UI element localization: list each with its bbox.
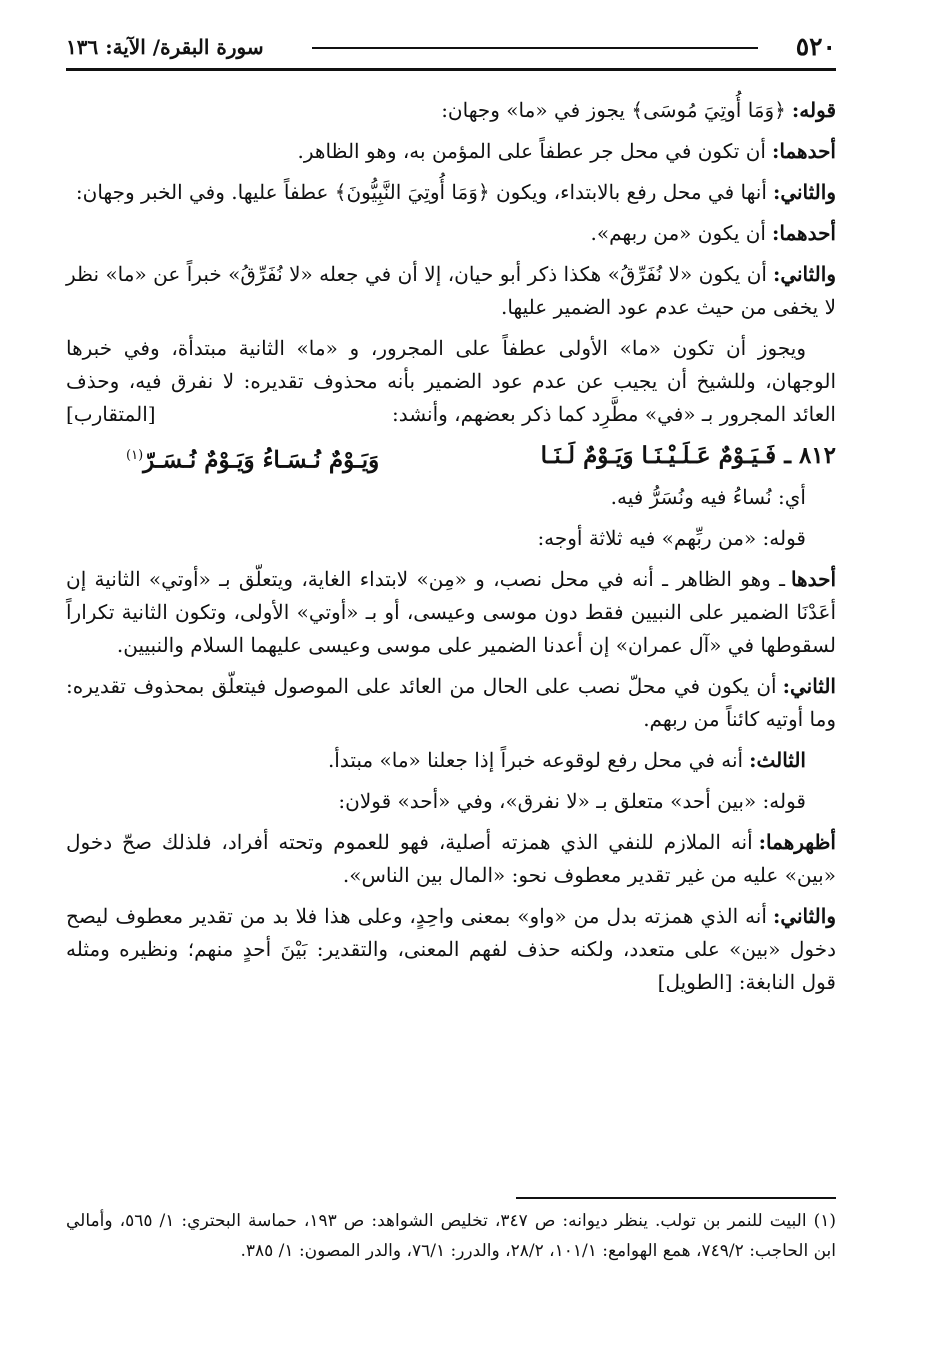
paragraph xyxy=(66,900,836,999)
paragraph-text: أنه في محل رفع لوقوعه خبراً إذا جعلنا «ما» مبتدأ. xyxy=(327,748,744,772)
meter-label: [الطويل] xyxy=(657,970,733,994)
paragraph xyxy=(66,785,836,818)
paragraph xyxy=(66,744,836,777)
paragraph xyxy=(66,826,836,892)
paragraph-text: ﴿وَمَا أُوتِيَ مُوسَى﴾ يجوز في «ما» وجهان: xyxy=(441,98,786,122)
paragraph xyxy=(66,522,836,555)
paragraph-text: أن يكون «من ربهم». xyxy=(590,221,766,245)
term-label: أحدهما: xyxy=(771,139,836,163)
paragraph xyxy=(66,176,836,209)
footnote-reference[interactable]: (١) xyxy=(126,448,144,463)
paragraph xyxy=(66,332,836,431)
term-label: والثاني: xyxy=(772,180,836,204)
paragraph-text: ـ وهو الظاهر ـ أنه في محل نصب، و «مِن» لابتداء الغاية، ويتعلّق بـ «أوتي» الثانية إن أعَدْنَا الضمير على النبيين فقط دون موسى وعيسى، أو بـ «أوتي» الأولى، وتكون الثانية تكراراً لسقوطها في «آل عمران» إن أعدنا الضمير على موسى وعيسى عليهما السلام والنبيين. xyxy=(66,567,836,657)
paragraph xyxy=(66,135,836,168)
page-number: ٥٢٠ xyxy=(795,32,836,61)
paragraph-text: أنه الملازم للنفي الذي همزته أصلية، فهو للعموم وتحته أفراد، فلذلك صحّ دخول «بين» عليه من غير تقدير معطوف نحو: «المال بين الناس». xyxy=(66,830,836,887)
term-label-plain: قوله: xyxy=(762,789,806,813)
term-label: الثاني: xyxy=(782,674,836,698)
footnote-separator xyxy=(516,1197,836,1199)
verse-number: ٨١٢ ـ xyxy=(784,442,836,469)
term-label: أظهرهما: xyxy=(758,830,836,854)
main-text xyxy=(66,94,836,1007)
term-label: والثاني: xyxy=(772,262,836,286)
paragraph xyxy=(66,258,836,324)
paragraph xyxy=(66,481,836,514)
paragraph-text: أن يكون في محلّ نصب على الحال من العائد على الموصول فيتعلّق بمحذوف تقديره: وما أوتيه كائناً من ربهم. xyxy=(66,674,836,731)
meter-label: [المتقارب] xyxy=(66,402,156,426)
paragraph-text: أنها في محل رفع بالابتداء، ويكون ﴿وَمَا أُوتِيَ النَّبِيُّونَ﴾ عطفاً عليها. وفي الخبر وجهان: xyxy=(75,180,767,204)
paragraph-text: «من ربِّهم» فيه ثلاثة أوجه: xyxy=(537,526,757,550)
term-label: قوله: xyxy=(791,98,836,122)
page-header xyxy=(66,30,836,71)
paragraph xyxy=(66,563,836,662)
running-title: سورة البقرة/ الآية: ١٣٦ xyxy=(66,35,264,59)
footnote: (١) البيت للنمر بن تولب. ينظر ديوانه: ص ٣٤٧، تخليص الشواهد: ص ١٩٣، حماسة البحتري: ١/ ٥٦٥، وأمالي ابن الحاجب: ٧٤٩/٢، همع الهوامع: ١٠١/١، ٢٨/٢، والدرر: ٧٦/١، والدر المصون: ١/ ٣٨٥. xyxy=(66,1211,836,1261)
paragraph xyxy=(66,217,836,250)
paragraph-text: أي: نُساءُ فيه ونُسَرُّ فيه. xyxy=(610,485,806,509)
term-label: أحدها xyxy=(790,567,836,591)
term-label: أحدهما: xyxy=(771,221,836,245)
verse-hemistich-second: وَيَـوْمٌ نُـسَـاءُ وَيَـوْمٌ نُـسَـرّ xyxy=(143,446,380,474)
paragraph-text: «بين أحد» متعلق بـ «لا نفرق»، وفي «أحد» قولان: xyxy=(338,789,757,813)
paragraph-text: أن تكون في محل جر عطفاً على المؤمن به، وهو الظاهر. xyxy=(297,139,766,163)
verse-hemistich-first: فَـيَـوْمٌ عَـلَـيْـنَـا وَيَـوْمٌ لَـنَـا xyxy=(540,442,777,469)
term-label-plain: قوله: xyxy=(762,526,806,550)
header-rule xyxy=(312,47,758,49)
paragraph xyxy=(66,670,836,736)
paragraph xyxy=(66,94,836,127)
paragraph-text: أن يكون «لا نُفَرِّقُ» هكذا ذكر أبو حيان، إلا أن في جعله «لا نُفَرِّقُ» خبراً عن «ما» نظر لا يخفى من حيث عدم عود الضمير عليها. xyxy=(66,262,836,319)
poetry-verse xyxy=(66,439,836,473)
term-label: الثالث: xyxy=(749,748,806,772)
footnotes xyxy=(66,1206,836,1274)
paragraph-text: أنه الذي همزته بدل من «واو» بمعنى واحِدٍ، وعلى هذا فلا بد من تقدير معطوف ليصح دخول «بين» على متعدد، ولكنه حذف لفهم المعنى، والتقدير: بَيْنَ أحدٍ منهم؛ ونظيره ومثله قول النابغة: xyxy=(66,904,836,994)
term-label: والثاني: xyxy=(772,904,836,928)
paragraph-text: ويجوز أن تكون «ما» الأولى عطفاً على المجرور، و «ما» الثانية مبتدأة، وفي خبرها الوجهان، وللشيخ أن يجيب عن عدم عود الضمير بأنه محذوف تقديره: لا نفرق فيه، وحذف العائد المجرور بـ «في» مطَّرِد كما ذكر بعضهم، وأنشد: xyxy=(66,336,836,426)
